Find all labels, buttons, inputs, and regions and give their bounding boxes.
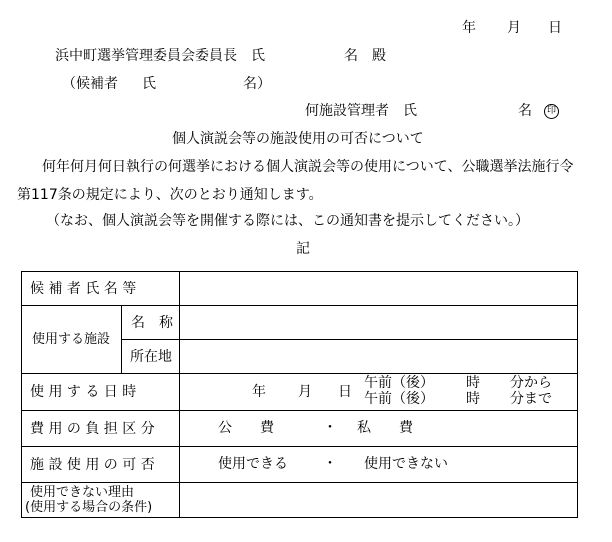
availability-value (180, 447, 578, 483)
reason-label-line1: 使用できない理由 (30, 485, 135, 500)
row-reason (22, 483, 578, 518)
facility-name-label: 名 称 (122, 306, 180, 340)
reason-label-line2: (使用する場合の条件) (25, 500, 153, 515)
facility-location-value (180, 340, 578, 374)
reason-value (180, 483, 578, 518)
addressee: 浜中町選挙管理委員会委員長 氏 (55, 48, 265, 64)
notification-form-table (21, 271, 578, 518)
dt-day: 日 (338, 384, 353, 400)
dt-year: 年 (252, 384, 267, 400)
seal-mark: 印 (544, 104, 559, 119)
facility-name-value (180, 306, 578, 340)
facility-location-label: 所在地 (122, 340, 180, 374)
availability-label: 施 設 使 用 の 可 否 (22, 447, 180, 483)
availability-no: 使用できない (364, 456, 449, 472)
hour-to: 時 (466, 391, 481, 407)
row-cost (22, 411, 578, 447)
availability-yes: 使用できる (218, 456, 289, 472)
datetime-label: 使 用 す る 日 時 (22, 374, 180, 411)
row-datetime (22, 374, 578, 411)
date-year: 年 (462, 20, 476, 36)
document-title: 個人演説会等の施設使用の可否について (172, 131, 424, 147)
minute-to: 分まで (510, 391, 553, 407)
cost-private: 私 費 (357, 420, 414, 436)
manager-suffix: 名 (518, 103, 532, 119)
facility-label: 使用する施設 (22, 306, 122, 374)
addressee-suffix: 名 殿 (344, 48, 386, 64)
seal-icon (544, 103, 559, 119)
reason-label (22, 483, 180, 518)
candidate-value (180, 272, 578, 306)
candidate-name-label: 氏 (142, 76, 156, 92)
ampm-from: 午前（後） (364, 375, 435, 391)
availability-dot: ・ (323, 456, 338, 472)
candidate-label: 候 補 者 氏 名 等 (22, 272, 180, 306)
row-availability (22, 447, 578, 483)
body-note: （なお、個人演説会等を開催する際には、この通知書を提示してください。） (46, 213, 529, 229)
row-facility-name (22, 306, 578, 340)
minute-from: 分から (510, 375, 553, 391)
body-line-1: 何年何月何日執行の何選挙における個人演説会等の使用について、公職選挙法施行令 (42, 159, 574, 175)
cost-public: 公 費 (218, 420, 275, 436)
cost-value (180, 411, 578, 447)
hour-from: 時 (466, 375, 481, 391)
body-line-2: 第117条の規定により、次のとおり通知します。 (17, 187, 323, 203)
cost-dot: ・ (323, 420, 338, 436)
date-day: 日 (548, 20, 562, 36)
datetime-value (180, 374, 578, 411)
ki-label: 記 (296, 241, 310, 257)
dt-month: 月 (298, 384, 313, 400)
manager-label: 何施設管理者 氏 (305, 103, 417, 119)
cost-label: 費 用 の 負 担 区 分 (22, 411, 180, 447)
ampm-to: 午前（後） (364, 391, 435, 407)
row-candidate (22, 272, 578, 306)
candidate-close: 名） (243, 76, 271, 92)
candidate-open: （候補者 (62, 76, 118, 92)
date-month: 月 (507, 20, 521, 36)
